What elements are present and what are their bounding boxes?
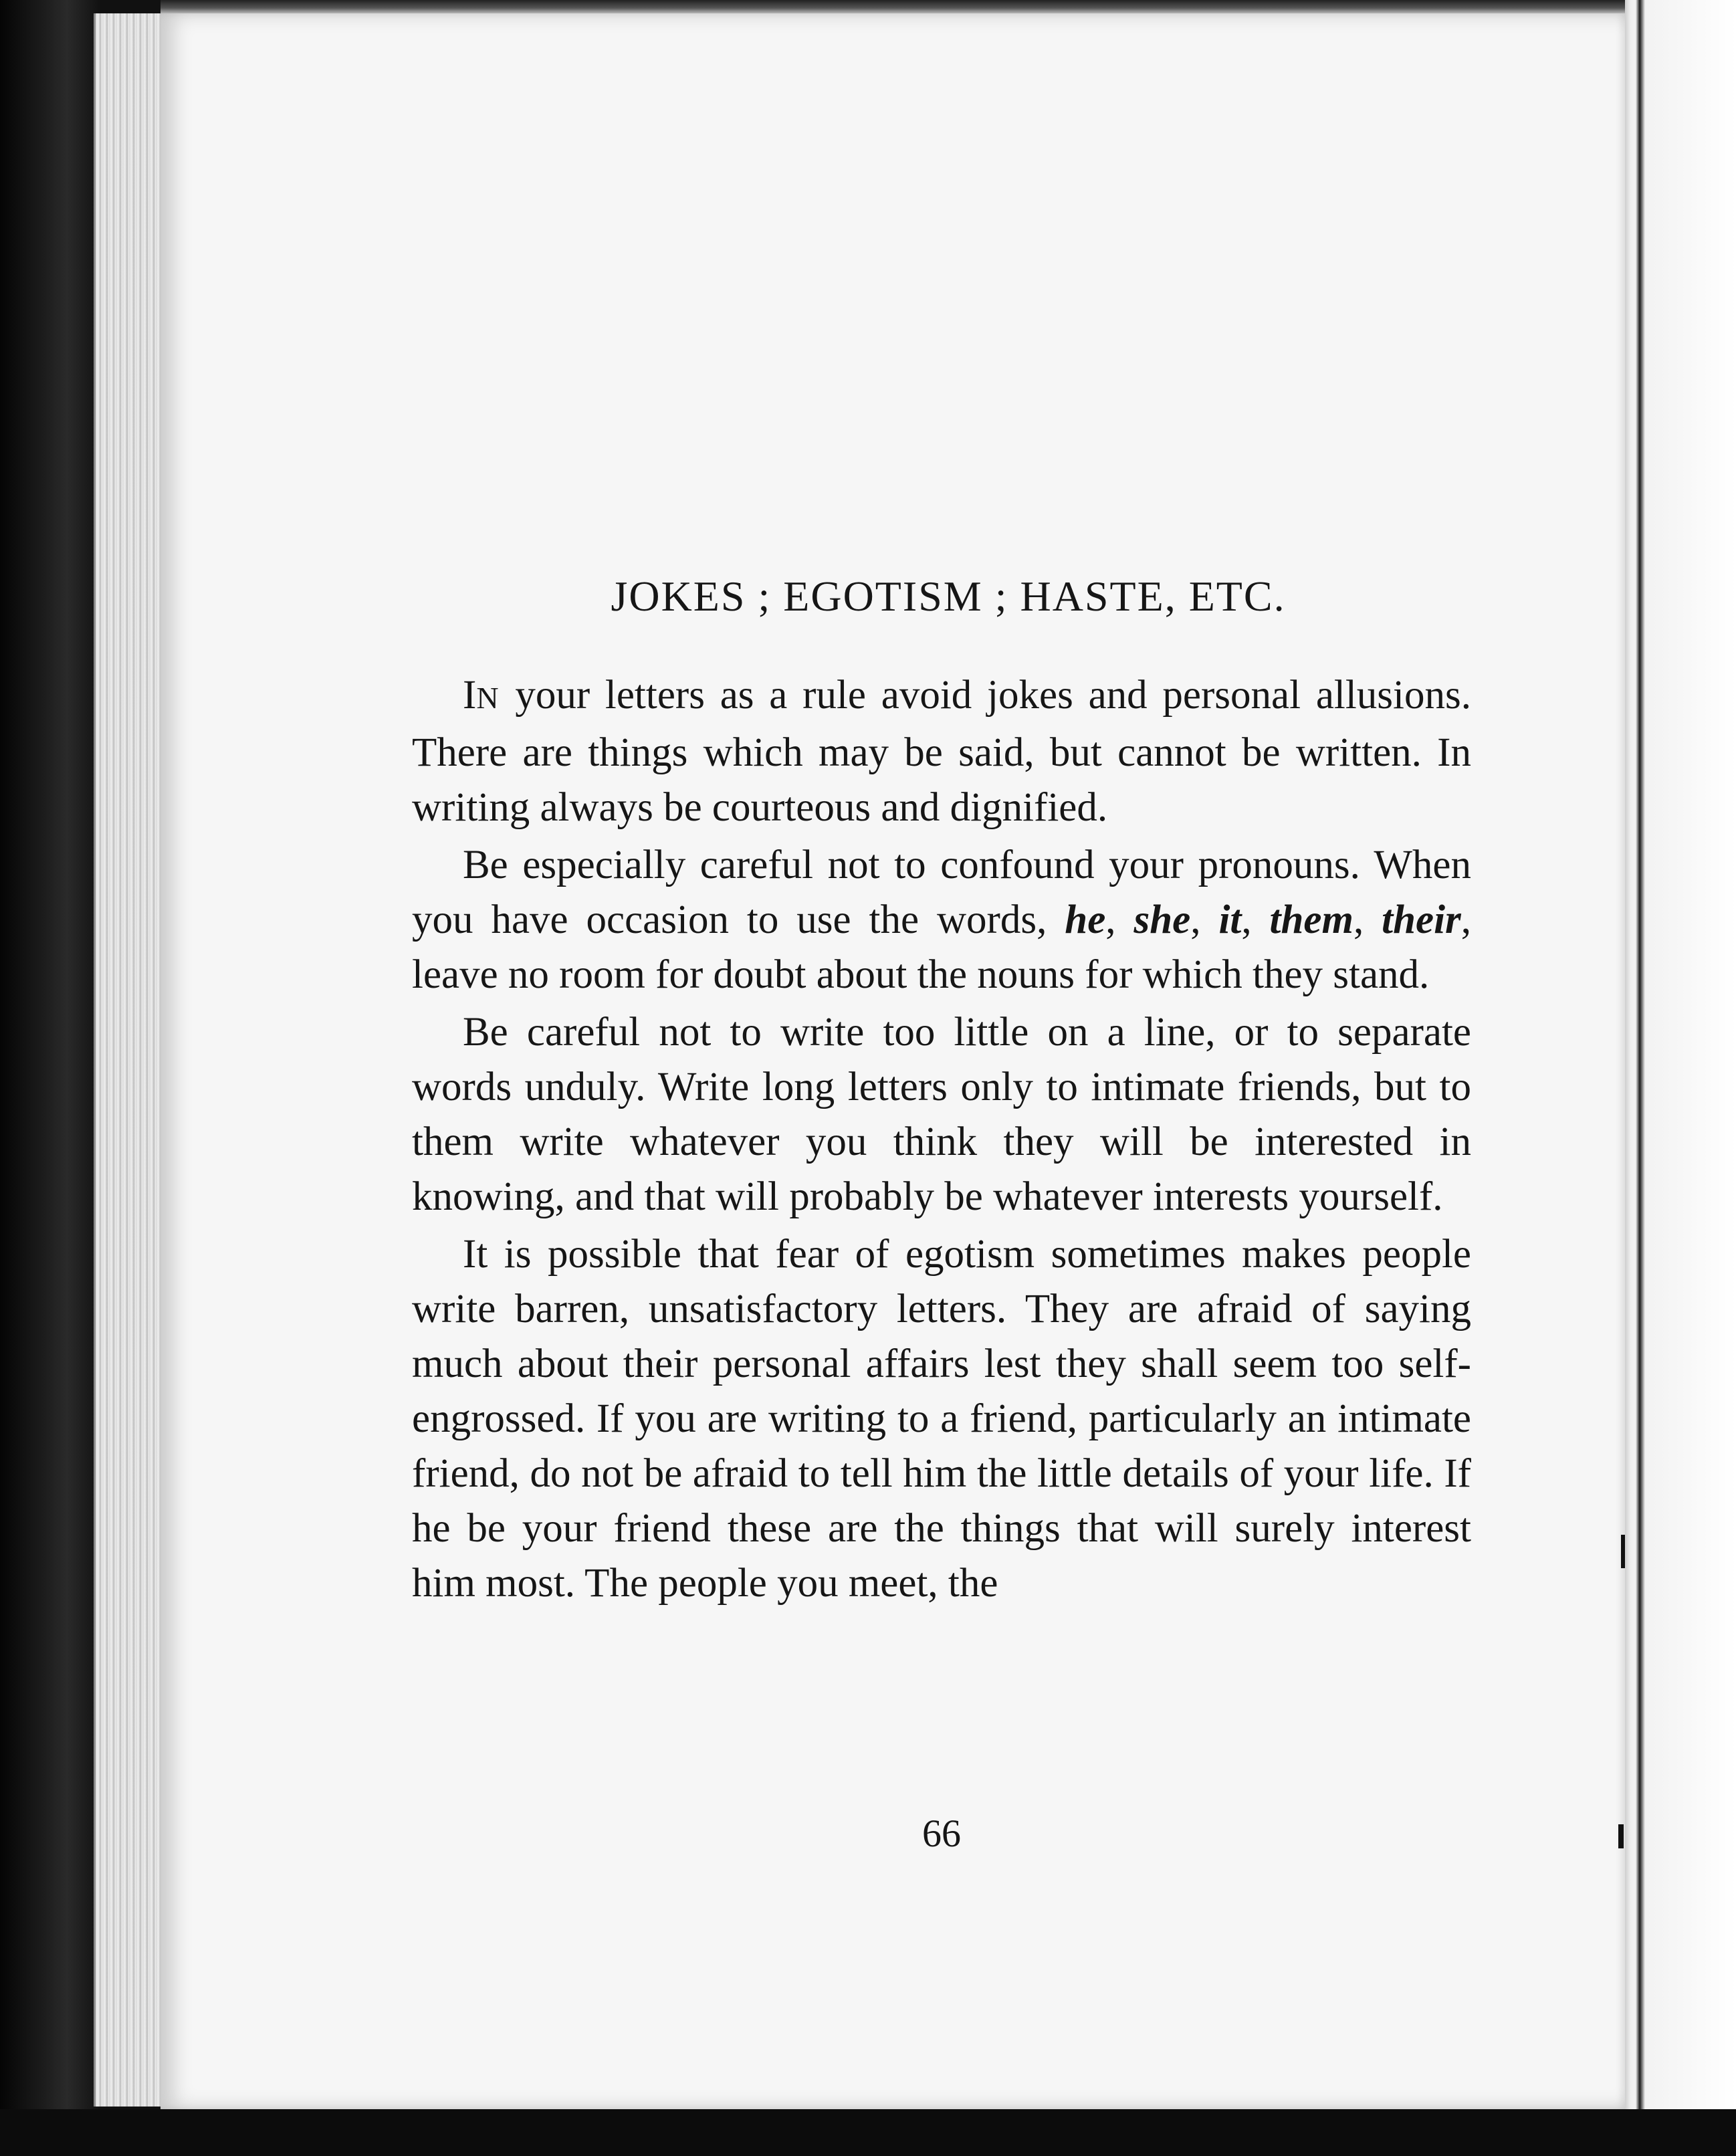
- page-number: 66: [922, 1812, 961, 1855]
- paragraph-text: Be especially careful not to confound your pronouns. When you have occasion to use the words,: [412, 843, 1471, 942]
- separator: ,: [1241, 897, 1270, 942]
- binding-mark: [1618, 1824, 1624, 1848]
- paragraph-jokes: [412, 668, 1471, 835]
- paragraph-egotism: It is possible that fear of egotism sometimes makes people write barren, unsatisfactory letters. They are afraid of saying much about their personal affairs lest they shall seem too self-engrossed. If you are writing to a friend, particularly an intimate friend, do not be afraid to tell him the little details of your life. If he be your friend these are the things that will surely interest him most. The people you meet, the: [412, 1232, 1471, 1606]
- paragraph-text: your letters as a rule avoid jokes and personal allusions. There are things which may be said, but cannot be written. In writing always be courteous and dignified.: [412, 673, 1471, 830]
- separator: ,: [1190, 897, 1219, 942]
- chapter-heading: JOKES ; EGOTISM ; HASTE, ETC.: [611, 572, 1286, 620]
- scan-border-top: [160, 0, 1625, 15]
- separator: ,: [1353, 897, 1382, 942]
- paragraph-line-length: Be careful not to write too little on a line, or to separate words unduly. Write long letters only to intimate friends, but to them write whatever you think they will be interested in knowing, and that will probably be whatever interests yourself.: [412, 1010, 1471, 1219]
- pronoun-their: their: [1382, 897, 1461, 942]
- scan-border-left: [0, 0, 100, 2156]
- pronoun-them: them: [1269, 897, 1353, 942]
- pronoun-he: he: [1065, 897, 1106, 942]
- scan-border-right: [1625, 0, 1736, 2156]
- pronoun-it: it: [1218, 897, 1242, 942]
- binding-mark: [1621, 1535, 1625, 1568]
- separator: ,: [1105, 897, 1134, 942]
- paragraph-pronouns: [412, 838, 1471, 1002]
- small-caps-initial: N: [476, 681, 500, 715]
- page-stack-edge: [94, 13, 169, 2107]
- page-content: [412, 572, 1471, 1614]
- pronoun-she: she: [1133, 897, 1191, 942]
- scan-border-bottom: [0, 2109, 1736, 2156]
- paragraph-text: , leave no room for doubt about the nouns for which they stand.: [412, 897, 1472, 997]
- drop-initial: I: [463, 673, 477, 718]
